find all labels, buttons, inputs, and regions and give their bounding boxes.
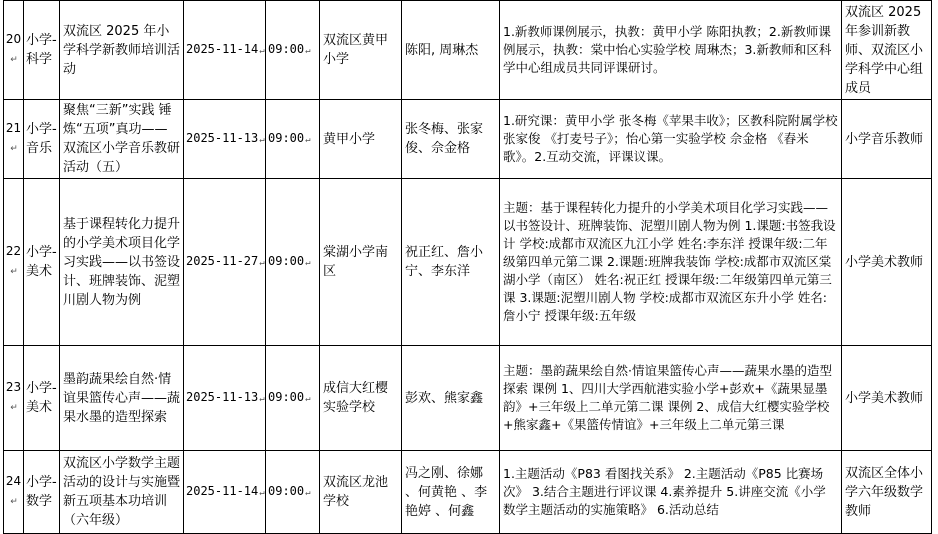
row-number: 21↵ [4, 100, 24, 179]
content-cell: 主题：基于课程转化力提升的小学美术项目化学习实践——以书签设计、班牌装饰、泥塑川剧人物为例 1.课题:书签我设计 学校:成都市双流区九江小学 姓名:李东洋 授课年级:二年级第四单元第二课 2.课题:班牌我装饰 学校:成都市双流区棠湖小学（南区） 姓名:祝正红 授课年级:二年级第四单元第三课 3.课题:泥塑川剧人物 学校:成都市双流区东升小学 姓名:詹小宁 授课年级:五年级 [500, 179, 842, 346]
title-cell: 墨韵蔬果绘自然·情谊果篮传心声——蔬果水墨的造型探索 [60, 346, 184, 451]
presenters-cell: 张冬梅、张家俊、佘金格 [402, 100, 500, 179]
place-cell: 双流区龙池学校 [320, 451, 402, 534]
place-cell: 黄甲小学 [320, 100, 402, 179]
content-cell: 主题：墨韵蔬果绘自然·情谊果篮传心声——蔬果水墨的造型探索 课例 1、四川大学西航港实验小学+彭欢+《蔬果显墨韵》+三年级上二单元第二课 课例 2、成信大红樱实验学校+熊家鑫+《果篮传情谊》+三年级上二单元第三课 [500, 346, 842, 451]
time-cell: 09:00↵ [266, 451, 320, 534]
presenters-cell: 祝正红、詹小宁、李东洋 [402, 179, 500, 346]
audience-cell: 双流区全体小学六年级数学教师 [842, 451, 932, 534]
subject-cell: 小学-科学 [24, 1, 60, 100]
date-cell: 2025-11-14↵ [184, 1, 266, 100]
audience-cell: 双流区 2025 年参训新教师、双流区小学科学中心组成员 [842, 1, 932, 100]
table-row [4, 1, 932, 100]
time-cell: 09:00↵ [266, 346, 320, 451]
date-cell: 2025-11-27↵ [184, 179, 266, 346]
title-cell: 聚焦“三新”实践 锤炼“五项”真功——双流区小学音乐教研活动（五） [60, 100, 184, 179]
table-row [4, 179, 932, 346]
row-number: 23↵ [4, 346, 24, 451]
audience-cell: 小学美术教师 [842, 346, 932, 451]
place-cell: 棠湖小学南区 [320, 179, 402, 346]
subject-cell: 小学-美术 [24, 179, 60, 346]
table-row [4, 100, 932, 179]
audience-cell: 小学美术教师 [842, 179, 932, 346]
row-number: 22↵ [4, 179, 24, 346]
title-cell: 双流区 2025 年小学科学新教师培训活动 [60, 1, 184, 100]
presenters-cell: 陈阳, 周琳杰 [402, 1, 500, 100]
content-cell: 1.主题活动《P83 看图找关系》 2.主题活动《P85 比赛场次》 3.结合主题进行评议课 4.素养提升 5.讲座交流《小学数学主题活动的实施策略》 6.活动总结 [500, 451, 842, 534]
title-cell: 基于课程转化力提升的小学美术项目化学习实践——以书签设计、班牌装饰、泥塑川剧人物为例 [60, 179, 184, 346]
time-cell: 09:00↵ [266, 100, 320, 179]
time-cell: 09:00↵ [266, 1, 320, 100]
title-cell: 双流区小学数学主题活动的设计与实施暨新五项基本功培训（六年级） [60, 451, 184, 534]
date-cell: 2025-11-13↵ [184, 346, 266, 451]
activity-table [3, 0, 932, 534]
row-number: 24↵ [4, 451, 24, 534]
place-cell: 双流区黄甲小学 [320, 1, 402, 100]
place-cell: 成信大红樱实验学校 [320, 346, 402, 451]
presenters-cell: 冯之刚、徐娜 、何黄艳 、李艳婷 、何鑫 [402, 451, 500, 534]
row-number: 20↵ [4, 1, 24, 100]
subject-cell: 小学-美术 [24, 346, 60, 451]
date-cell: 2025-11-14↵ [184, 451, 266, 534]
table-row [4, 451, 932, 534]
audience-cell: 小学音乐教师 [842, 100, 932, 179]
table-row [4, 346, 932, 451]
time-cell: 09:00↵ [266, 179, 320, 346]
subject-cell: 小学-音乐 [24, 100, 60, 179]
content-cell: 1.新教师课例展示，执教：黄甲小学 陈阳执教；2.新教师课例展示，执教：棠中怡心实验学校 周琳杰；3.新教师和区科学中心组成员共同评课研讨。 [500, 1, 842, 100]
subject-cell: 小学-数学 [24, 451, 60, 534]
presenters-cell: 彭欢、熊家鑫 [402, 346, 500, 451]
content-cell: 1.研究课：黄甲小学 张冬梅《苹果丰收》；区教科院附属学校 张家俊 《打麦号子》；怡心第一实验学校 佘金格 《舂米歌》。2.互动交流，评课议课。 [500, 100, 842, 179]
date-cell: 2025-11-13↵ [184, 100, 266, 179]
